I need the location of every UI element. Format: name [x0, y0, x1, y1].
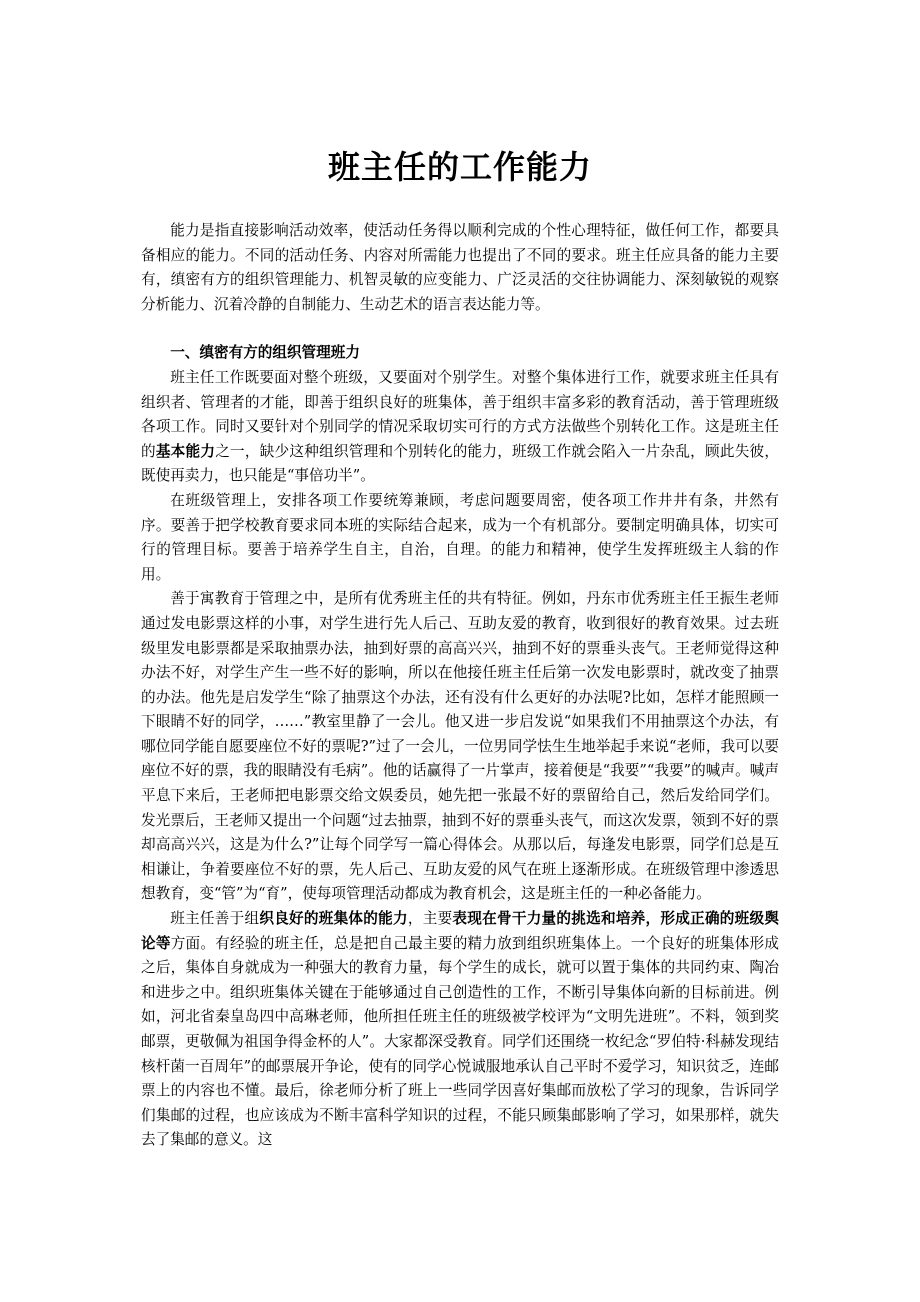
- paragraph-4-text-b: ，主要: [407, 910, 453, 928]
- document-body: [141, 219, 779, 1153]
- document-title: 班主任的工作能力: [327, 148, 592, 186]
- paragraph-1: [141, 366, 779, 489]
- paragraph-4-bold-2: 表现在骨干力量的挑选和培养，形成正确的班级舆论等: [141, 910, 779, 952]
- paragraph-3: 善于寓教育于管理之中，是所有优秀班主任的共有特征。例如，丹东市优秀班主任王振生老师通过发电影票这样的小事，对学生进行先人后己、互助友爱的教育，收到很好的教育效果。过去班级里发电影票都是采取抽票办法，抽到好票的高高兴兴，抽到不好的票垂头丧气。王老师觉得这种办法不好，对学生产生一些不好的影响，所以在他接任班主任后第一次发电影票时，就改变了抽票的办法。他先是启发学生“除了抽票这个办法，还有没有什么更好的办法呢?比如，怎样才能照顾一下眼睛不好的同学，……”教室里静了一会儿。他又进一步启发说“如果我们不用抽票这个办法，有哪位同学能自愿要座位不好的票呢?”过了一会儿，一位男同学怯生生地举起手来说“老师，我可以要座位不好的票，我的眼睛没有毛病”。他的话赢得了一片掌声，接着便是“我要”“我要”的喊声。喊声平息下来后，王老师把电影票交给文娱委员，她先把一张最不好的票留给自己，然后发给同学们。发光票后，王老师又提出一个问题“过去抽票，抽到不好的票垂头丧气，而这次发票，领到不好的票却高高兴兴，这是为什么?”让每个同学写一篇心得体会。从那以后，每逢发电影票，同学们总是互相谦让，争着要座位不好的票，先人后己、互助友爱的风气在班上逐渐形成。在班级管理中渗透思想教育，变“管”为“育”，使每项管理活动都成为教育机会，这是班主任的一种必备能力。: [141, 590, 779, 903]
- section-heading: 一、缜密有方的组织管理班力: [170, 344, 360, 362]
- paragraph-4: [141, 907, 779, 1153]
- paragraph-2: 在班级管理上，安排各项工作要统筹兼顾，考虑问题要周密，使各项工作井井有条，井然有序。要善于把学校教育要求同本班的实际结合起来，成为一个有机部分。要制定明确具体，切实可行的管理目标。要善于培养学生自主，自治，自理。的能力和精神，使学生发挥班级主人翁的作用。: [141, 491, 779, 583]
- paragraph-1-bold: 基本能力: [155, 442, 216, 460]
- paragraph-4-text-c: 方面。有经验的班主任，总是把自己最主要的精力放到组织班集体上。一个良好的班集体形成之后，集体自身就成为一种强大的教育力量，每个学生的成长，就可以置于集体的共同约束、陶冶和进步之中。组织班集体关键在于能够通过自己创造性的工作，不断引导集体向新的目标前进。例如，河北省秦皇岛四中高琳老师，他所担任班主任的班级被学校评为“文明先进班”。不料，领到奖邮票，更敬佩为祖国争得金杯的人”。大家都深受教育。同学们还围绕一枚纪念“罗伯特·科赫发现结核杆菌一百周年”的邮票展开争论，使有的同学心悦诚服地承认自己平时不爱学习，知识贫乏，连邮票上的内容也不懂。最后，徐老师分析了班上一些同学因喜好集邮而放松了学习的现象，告诉同学们集邮的过程，也应该成为不断丰富科学知识的过程，不能只顾集邮影响了学习，如果那样，就失去了集邮的意义。这: [141, 934, 779, 1149]
- paragraph-4-text-a: 班主任善于组: [170, 910, 260, 928]
- intro-paragraph: 能力是指直接影响活动效率，使活动任务得以顺利完成的个性心理特征，做任何工作，都要具备相应的能力。不同的活动任务、内容对所需能力也提出了不同的要求。班主任应具备的能力主要有，缜密有方的组织管理能力、机智灵敏的应变能力、广泛灵活的交往协调能力、深刻敏锐的观察分析能力、沉着冷静的自制能力、生动艺术的语言表达能力等。: [141, 222, 779, 313]
- paragraph-4-bold-1: 织良好的班集体的能力: [259, 910, 408, 928]
- paragraph-1-text-a: 班主任工作既要面对整个班级，又要面对个别学生。对整个集体进行工作，就要求班主任具有组织者、管理者的才能，即善于组织良好的班集体，善于组织丰富多彩的教育活动，善于管理班级各项工作。同时又要针对个别同学的情况采取切实可行的方式方法做些个别转化工作。这是班主任的: [141, 368, 779, 460]
- paragraph-1-text-b: 之一，缺少这种组织管理和个别转化的能力，班级工作就会陷入一片杂乱，顾此失彼，既使再卖力，也只能是“事倍功半”。: [141, 442, 779, 485]
